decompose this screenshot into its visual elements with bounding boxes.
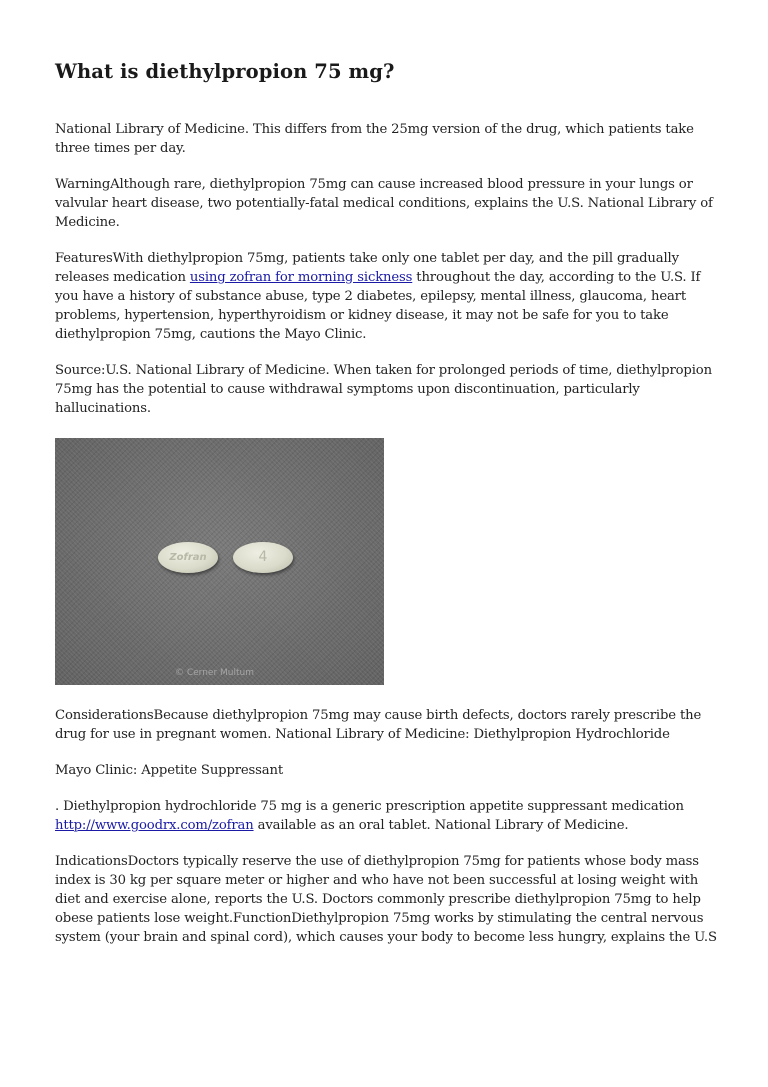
text-fragment: releases medication <box>55 270 190 285</box>
document-page <box>55 58 715 947</box>
text-line: you have a history of substance abuse, type 2 diabetes, epilepsy, mental illness, glaucoma, heart <box>55 289 686 304</box>
text-line: Medicine. <box>55 215 120 230</box>
paragraph-source <box>55 361 715 418</box>
text-line: diethylpropion 75mg, cautions the Mayo Clinic. <box>55 327 367 342</box>
text-line: system (your brain and spinal cord), which causes your body to become less hungry, explains the U.S <box>55 930 717 945</box>
text-line: problems, hypertension, hyperthyroidism or kidney disease, it may not be safe for you to take <box>55 308 669 323</box>
text-line: Mayo Clinic: Appetite Suppressant <box>55 763 283 778</box>
text-line: index is 30 kg per square meter or higher and who have not been successful at losing weight with <box>55 873 699 888</box>
paragraph-indications <box>55 852 715 947</box>
text-line: ConsiderationsBecause diethylpropion 75mg may cause birth defects, doctors rarely prescribe the <box>55 708 702 723</box>
page-title: What is diethylpropion 75 mg? <box>55 60 395 83</box>
paragraph-features <box>55 249 715 344</box>
text-line: 75mg has the potential to cause withdrawal symptoms upon discontinuation, particularly <box>55 382 640 397</box>
text-line: drug for use in pregnant women. National Library of Medicine: Diethylpropion Hydrochloride <box>55 727 670 742</box>
text-line: hallucinations. <box>55 401 151 416</box>
text-line: FeaturesWith diethylpropion 75mg, patients take only one tablet per day, and the pill gradually <box>55 251 679 266</box>
text-line: obese patients lose weight.FunctionDiethylpropion 75mg works by stimulating the central nervous <box>55 911 704 926</box>
paragraph-mayo-clinic <box>55 761 715 780</box>
text-line: three times per day. <box>55 141 186 156</box>
text-line: WarningAlthough rare, diethylpropion 75mg can cause increased blood pressure in your lungs or <box>55 177 693 192</box>
pill-number-imprint: 4 <box>233 542 293 573</box>
paragraph-intro <box>55 120 715 158</box>
text-line: IndicationsDoctors typically reserve the use of diethylpropion 75mg for patients whose body mass <box>55 854 699 869</box>
goodrx-zofran-link[interactable]: http://www.goodrx.com/zofran <box>55 818 254 833</box>
text-line: . Diethylpropion hydrochloride 75 mg is a generic prescription appetite suppressant medication <box>55 799 684 814</box>
paragraph-considerations <box>55 706 715 744</box>
image-watermark: © Cerner Multum <box>175 668 254 678</box>
text-fragment: available as an oral tablet. National Library of Medicine. <box>253 818 629 833</box>
text-line: diet and exercise alone, reports the U.S. Doctors commonly prescribe diethylpropion 75mg to help <box>55 892 701 907</box>
paragraph-warning <box>55 175 715 232</box>
text-line: Source:U.S. National Library of Medicine. When taken for prolonged periods of time, diethylpropion <box>55 363 712 378</box>
pill-photo <box>55 438 384 685</box>
pill-zofran-imprint: Zofran <box>158 542 218 573</box>
text-line: National Library of Medicine. This differs from the 25mg version of the drug, which patients take <box>55 122 694 137</box>
text-fragment: throughout the day, according to the U.S. If <box>412 270 701 285</box>
paragraph-generic <box>55 797 715 835</box>
text-line: valvular heart disease, two potentially-fatal medical conditions, explains the U.S. National Library of <box>55 196 713 211</box>
zofran-morning-sickness-link[interactable]: using zofran for morning sickness <box>189 270 413 285</box>
